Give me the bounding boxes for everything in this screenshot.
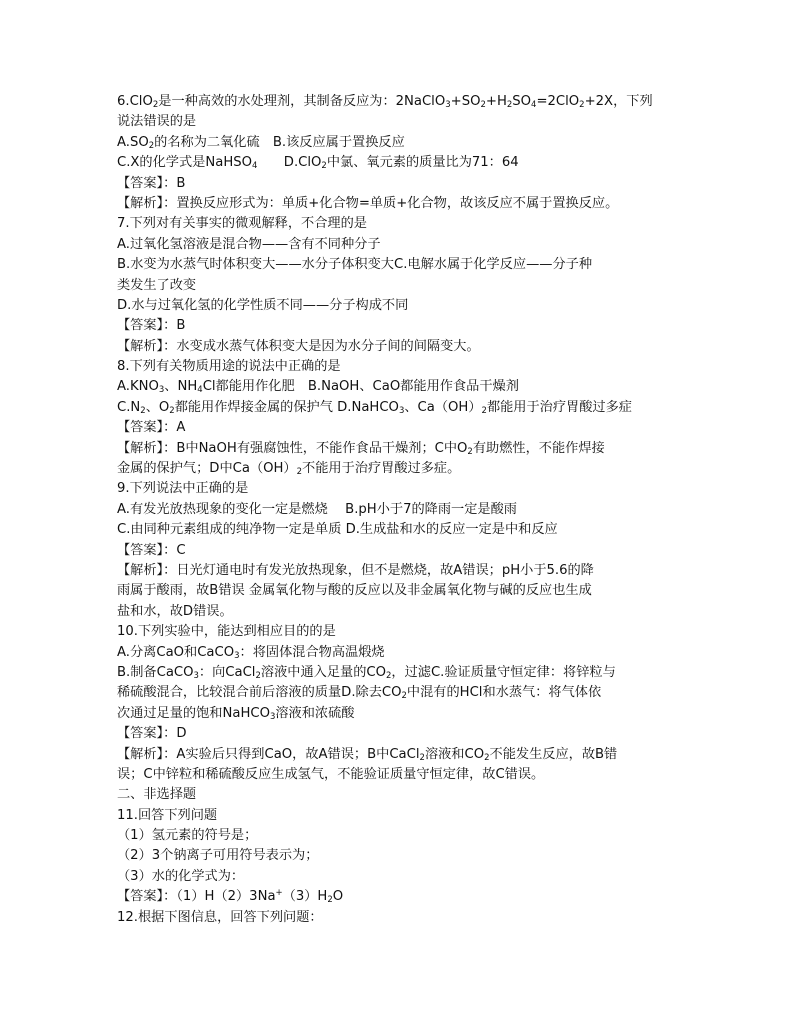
text-run: D.水与过氧化氢的化学性质不同——分子构成不同 [117,297,409,313]
text-run: 、Ca（OH） [404,399,482,415]
text-run: ，过滤C.验证质量守恒定律：将锌粒与 [391,664,616,680]
text-line [117,194,717,214]
text-line [117,174,717,194]
text-run: 溶液和CO [424,746,485,762]
text-line [117,377,717,397]
text-run: （3）水的化学式为： [117,868,245,884]
text-run: （1）氢元素的符号是； [117,828,258,844]
subscript: 3 [234,650,240,661]
text-line [117,887,717,907]
subscript: 2 [321,161,327,172]
text-run: +SO [450,94,481,109]
text-line [117,724,717,744]
text-run: 是一种高效的水处理剂，其制备反应为：2NaClO [158,94,446,109]
subscript: 3 [269,711,276,722]
text-run: 次通过足量的饱和NaHCO [117,705,270,721]
text-run: 11.回答下列问题 [117,807,218,823]
text-line [117,357,717,377]
text-run: ：向CaCl [198,664,256,680]
subscript: 2 [481,405,487,416]
text-line [117,133,717,153]
text-run: A.有发光放热现象的变化一定是燃烧 B.pH小于7的降雨一定是酸雨 [117,501,517,517]
text-run: 【解析】：置换反应形式为：单质+化合物=单质+化合物，故该反应不属于置换反应。 [117,195,619,211]
text-line [117,439,717,459]
text-run: 雨属于酸雨，故B错误 金属氧化物与酸的反应以及非金属氧化物与碱的反应也生成 [117,583,592,599]
text-line [117,561,717,581]
subscript: 2 [419,752,425,763]
text-run: +2X，下列 [584,94,653,109]
text-run: C.X的化学式是NaHSO [117,155,252,171]
text-line [117,541,717,561]
text-run: 溶液和浓硫酸 [275,705,355,721]
text-run: 8.下列有关物质用途的说法中正确的是 [117,359,341,375]
text-line [117,255,717,275]
superscript: + [275,888,283,899]
text-line [117,622,717,642]
text-line [117,214,717,234]
text-run: 说法错误的是 [117,114,197,130]
text-run: O [332,889,344,905]
text-line [117,112,717,132]
text-run: A.分离CaO和CaCO [117,644,235,660]
text-line [117,316,717,336]
text-run: A.过氧化氢溶液是混合物——含有不同种分子 [117,236,381,252]
text-line [117,602,717,622]
document-body [117,92,717,928]
text-line [117,153,717,173]
text-run: 有助燃性，不能作焊接 [472,440,605,456]
text-run: 盐和水，故D错误。 [117,603,233,619]
text-run: B.水变为水蒸气时体积变大——水分子体积变大C.电解水属于化学反应——分子种 [117,257,593,273]
text-run: 的名称为二氧化硫 B.该反应属于置换反应 [154,134,405,150]
text-run: 类发生了改变 [117,277,197,293]
text-line [117,846,717,866]
subscript: 2 [484,752,490,763]
text-run: 12.根据下图信息，回答下列问题： [117,909,323,925]
text-line [117,867,717,887]
text-run: 10.下列实验中，能达到相应目的的是 [117,624,336,640]
subscript: 2 [401,691,407,702]
subscript: 4 [197,385,203,396]
subscript: 2 [480,100,486,110]
text-run: D.ClO [257,155,322,171]
text-run: 中混有的HCl和水蒸气：将气体依 [406,685,602,701]
text-line [117,235,717,255]
text-run: C.由同种元素组成的纯净物一定是单质 D.生成盐和水的反应一定是中和反应 [117,522,558,538]
text-run: 误；C中锌粒和稀硫酸反应生成氢气，不能验证质量守恒定律，故C错误。 [117,766,545,782]
subscript: 2 [169,405,175,416]
subscript: 2 [467,446,473,457]
text-run: 6.ClO [117,94,153,109]
text-line [117,479,717,499]
text-run: 不能发生反应，故B错 [489,746,618,762]
text-run: （2）3个钠离子可用符号表示为； [117,848,319,864]
text-run: 、O [145,399,170,415]
text-run: +H [485,94,507,109]
subscript: 3 [158,385,165,396]
text-line [117,337,717,357]
text-run: 都能用于治疗胃酸过多症 [486,399,632,415]
text-run: 9.下列说法中正确的是 [117,481,249,497]
text-run: 溶液中通入足量的CO [260,664,386,680]
text-run: 【答案】：C [117,542,186,558]
text-line [117,276,717,296]
text-line [117,296,717,316]
text-run: 【解析】：水变成水蒸气体积变大是因为水分子间的间隔变大。 [117,338,480,354]
text-run: ：将固体混合物高温煅烧 [239,644,385,660]
text-line [117,581,717,601]
text-run: 稀硫酸混合，比较混合前后溶液的质量D.除去CO [117,685,402,701]
subscript: 2 [148,140,155,151]
text-line [117,683,717,703]
text-line [117,92,717,112]
text-line [117,785,717,805]
text-line [117,745,717,765]
text-run: 【答案】：A [117,420,186,436]
text-line [117,459,717,479]
text-run: B.制备CaCO [117,664,194,680]
text-run: 【解析】：A实验后只得到CaO，故A错误；B中CaCl [117,746,420,762]
text-run: 【答案】：B [117,318,186,334]
text-run: Cl都能用作化肥 B.NaOH、CaO都能用作食品干燥剂 [202,379,519,395]
text-run: 不能用于治疗胃酸过多症。 [302,461,461,477]
text-line [117,520,717,540]
subscript: 3 [193,670,199,681]
subscript: 2 [506,100,513,110]
text-run: SO [512,94,532,109]
subscript: 2 [296,467,303,478]
text-run: C.N [117,399,141,415]
text-run: （3）H [282,889,328,905]
subscript: 4 [252,161,258,172]
text-run: 都能用作焊接金属的保护气 D.NaHCO [174,399,399,415]
text-run: 7.下列对有关事实的微观解释，不合理的是 [117,216,367,232]
subscript: 2 [140,405,146,416]
subscript: 4 [531,100,537,110]
text-run: 【解析】：日光灯通电时有发光放热现象，但不是燃烧，故A错误；pH小于5.6的降 [117,562,594,578]
text-line [117,908,717,928]
text-run: 【解析】：B中NaOH有强腐蚀性，不能作食品干燥剂；C中O [117,440,468,456]
text-run: 【答案】：D [117,726,187,742]
subscript: 3 [398,405,405,416]
text-line [117,826,717,846]
text-line [117,418,717,438]
subscript: 2 [327,895,333,906]
text-line [117,704,717,724]
text-run: 、NH [164,379,198,395]
text-run: 二、非选择题 [117,787,197,803]
subscript: 2 [579,100,585,110]
text-run: 【答案】：（1）H（2）3Na [117,889,276,905]
text-run: A.SO [117,134,149,150]
subscript: 3 [445,100,451,110]
subscript: 2 [385,670,392,681]
text-line [117,806,717,826]
subscript: 2 [255,670,261,681]
text-run: 【答案】：B [117,175,186,191]
text-run: 金属的保护气；D中Ca（OH） [117,461,297,477]
text-line [117,398,717,418]
subscript: 2 [152,100,159,110]
text-run: A.KNO [117,379,159,395]
text-run: 中氯、氧元素的质量比为71：64 [326,155,519,171]
text-line [117,663,717,683]
text-line [117,500,717,520]
text-line [117,643,717,663]
text-line [117,765,717,785]
text-run: =2ClO [536,94,580,109]
